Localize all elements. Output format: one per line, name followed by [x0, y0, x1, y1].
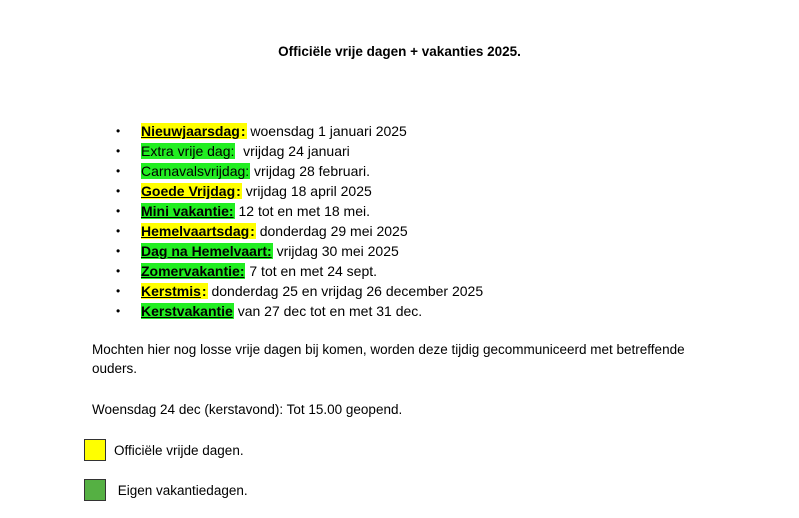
bullet-icon: •	[116, 244, 121, 258]
holiday-label: Kerstvakantie	[141, 303, 233, 319]
legend-swatch-green	[84, 479, 106, 501]
holiday-item	[0, 141, 483, 161]
bullet-icon: •	[116, 144, 121, 158]
christmas-eve-note: Woensdag 24 dec (kerstavond): Tot 15.00 geopend.	[92, 402, 403, 417]
holiday-date: donderdag 29 mei 2025	[255, 223, 408, 239]
holiday-label: Carnavalsvrijdag:	[141, 163, 250, 179]
legend-official	[84, 438, 244, 462]
holiday-label: Extra vrije dag:	[141, 143, 235, 159]
holiday-label-colon: :	[236, 183, 241, 199]
holiday-date: vrijdag 28 februari.	[250, 163, 371, 179]
holiday-label-colon: :	[240, 123, 246, 139]
holiday-date: van 27 dec tot en met 31 dec.	[233, 303, 423, 319]
bullet-icon: •	[116, 304, 121, 318]
holiday-label-colon: :	[250, 223, 255, 239]
holiday-item	[0, 181, 483, 201]
bullet-icon: •	[116, 224, 121, 238]
legend-own	[84, 478, 248, 502]
holiday-item	[0, 281, 483, 301]
holiday-list	[0, 121, 483, 321]
holiday-label: Kerstmis	[141, 283, 201, 299]
holiday-item	[0, 241, 483, 261]
document-title: Officiële vrije dagen + vakanties 2025.	[278, 44, 521, 59]
holiday-date: vrijdag 24 januari	[235, 143, 350, 159]
bullet-icon: •	[116, 204, 121, 218]
holiday-label-colon: :	[201, 283, 207, 299]
holiday-item	[0, 261, 483, 281]
holiday-date: donderdag 25 en vrijdag 26 december 2025	[207, 283, 484, 299]
holiday-date: 7 tot en met 24 sept.	[245, 263, 378, 279]
holiday-item	[0, 221, 483, 241]
holiday-label: Dag na Hemelvaart:	[141, 243, 272, 259]
holiday-label: Hemelvaartsdag	[141, 223, 250, 239]
holiday-item	[0, 201, 483, 221]
note-paragraph: Mochten hier nog losse vrije dagen bij komen, worden deze tijdig gecommuniceerd met betreffende ouders.	[92, 342, 685, 376]
holiday-date: vrijdag 18 april 2025	[241, 183, 372, 199]
holiday-label: Goede Vrijdag	[141, 183, 236, 199]
holiday-item	[0, 161, 483, 181]
holiday-date: vrijdag 30 mei 2025	[272, 243, 399, 259]
holiday-label: Zomervakantie:	[141, 263, 245, 279]
bullet-icon: •	[116, 264, 121, 278]
holiday-date: woensdag 1 januari 2025	[246, 123, 407, 139]
holiday-label: Mini vakantie:	[141, 203, 234, 219]
bullet-icon: •	[116, 284, 121, 298]
holiday-item	[0, 301, 483, 321]
bullet-icon: •	[116, 124, 121, 138]
bullet-icon: •	[116, 184, 121, 198]
holiday-item	[0, 121, 483, 141]
bullet-icon: •	[116, 164, 121, 178]
legend-own-label: Eigen vakantiedagen.	[114, 482, 248, 498]
legend-official-label: Officiële vrijde dagen.	[114, 442, 244, 458]
holiday-date: 12 tot en met 18 mei.	[234, 203, 370, 219]
holiday-label: Nieuwjaarsdag	[141, 123, 240, 139]
legend-swatch-yellow	[84, 439, 106, 461]
